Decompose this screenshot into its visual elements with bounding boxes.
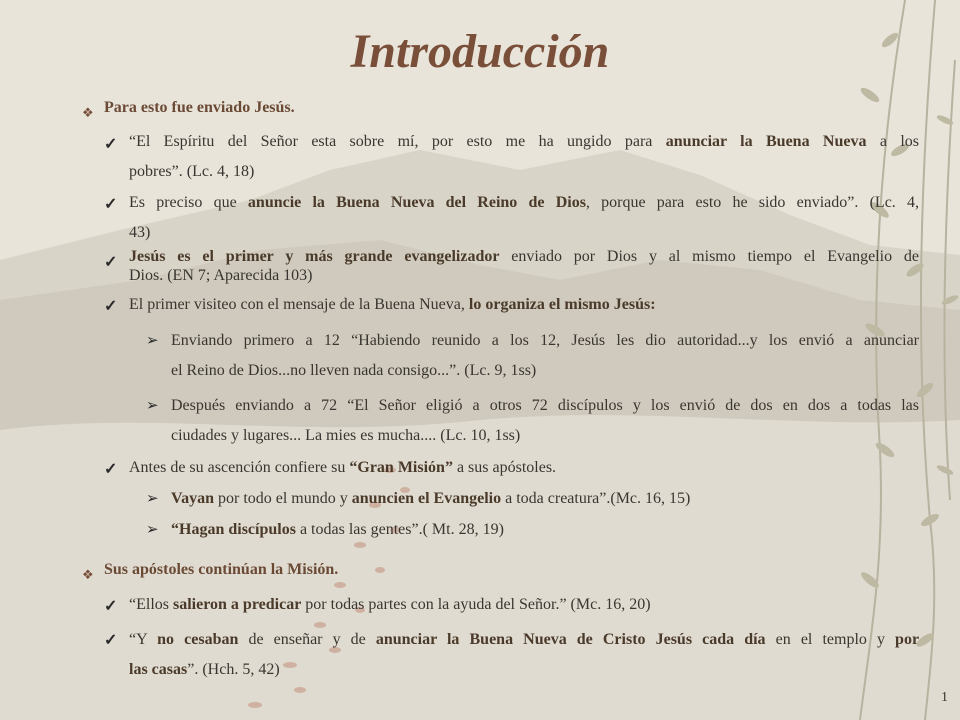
sub-list-item: Enviando primero a 12 “Habiendo reunido a los 12, Jesús les dio autoridad...y los envió a anunciar [171, 332, 919, 349]
checkmark-icon: ✓ [104, 196, 118, 213]
checkmark-icon: ✓ [104, 254, 118, 271]
list-item: “Ellos salieron a predicar por todas partes con la ayuda del Señor.” (Mc. 16, 20) [129, 596, 651, 613]
slide-title: Introducción [350, 25, 610, 78]
list-item: El primer visiteo con el mensaje de la Buena Nueva, lo organiza el mismo Jesús: [129, 296, 656, 313]
checkmark-icon: ✓ [104, 136, 118, 153]
checkmark-icon: ✓ [104, 632, 118, 649]
arrow-bullet-icon: ➢ [146, 333, 159, 349]
list-item: Antes de su ascención confiere su “Gran Misión” a sus apóstoles. [129, 459, 557, 476]
sub-list-item-continuation: ciudades y lugares... La mies es mucha.... (Lc. 10, 1ss) [171, 427, 521, 444]
diamond-bullet-icon: ❖ [82, 567, 94, 582]
list-item: Es preciso que anuncie la Buena Nueva del Reino de Dios, porque para esto he sido enviado”. (Lc. 4, [129, 194, 919, 211]
section-heading: Para esto fue enviado Jesús. [104, 99, 295, 116]
section-heading: Sus apóstoles continúan la Misión. [104, 561, 339, 578]
list-item-continuation: Dios. (EN 7; Aparecida 103) [129, 267, 313, 284]
list-item: “El Espíritu del Señor esta sobre mí, por esto me ha ungido para anunciar la Buena Nueva a los [129, 133, 920, 150]
list-item-continuation: las casas”. (Hch. 5, 42) [129, 661, 280, 678]
sub-list-item-continuation: el Reino de Dios...no lleven nada consigo...”. (Lc. 9, 1ss) [171, 362, 537, 379]
list-item-continuation: 43) [129, 224, 151, 241]
arrow-bullet-icon: ➢ [146, 491, 159, 507]
checkmark-icon: ✓ [104, 598, 118, 615]
arrow-bullet-icon: ➢ [146, 522, 159, 538]
diamond-bullet-icon: ❖ [82, 105, 94, 120]
list-item-continuation: pobres”. (Lc. 4, 18) [129, 163, 255, 180]
list-item: Jesús es el primer y más grande evangelizador enviado por Dios y al mismo tiempo el Evangelio de [129, 248, 920, 265]
sub-list-item: Después enviando a 72 “El Señor eligió a otros 72 discípulos y los envió de dos en dos a todas las [171, 397, 919, 414]
checkmark-icon: ✓ [104, 298, 118, 315]
page-number: 1 [941, 690, 948, 705]
checkmark-icon: ✓ [104, 461, 118, 478]
sub-list-item: Vayan por todo el mundo y anuncien el Evangelio a toda creatura”.(Mc. 16, 15) [171, 490, 691, 507]
arrow-bullet-icon: ➢ [146, 398, 159, 414]
sub-list-item: “Hagan discípulos a todas las gentes”.( Mt. 28, 19) [171, 521, 504, 538]
list-item: “Y no cesaban de enseñar y de anunciar la Buena Nueva de Cristo Jesús cada día en el templo y por [129, 631, 920, 648]
